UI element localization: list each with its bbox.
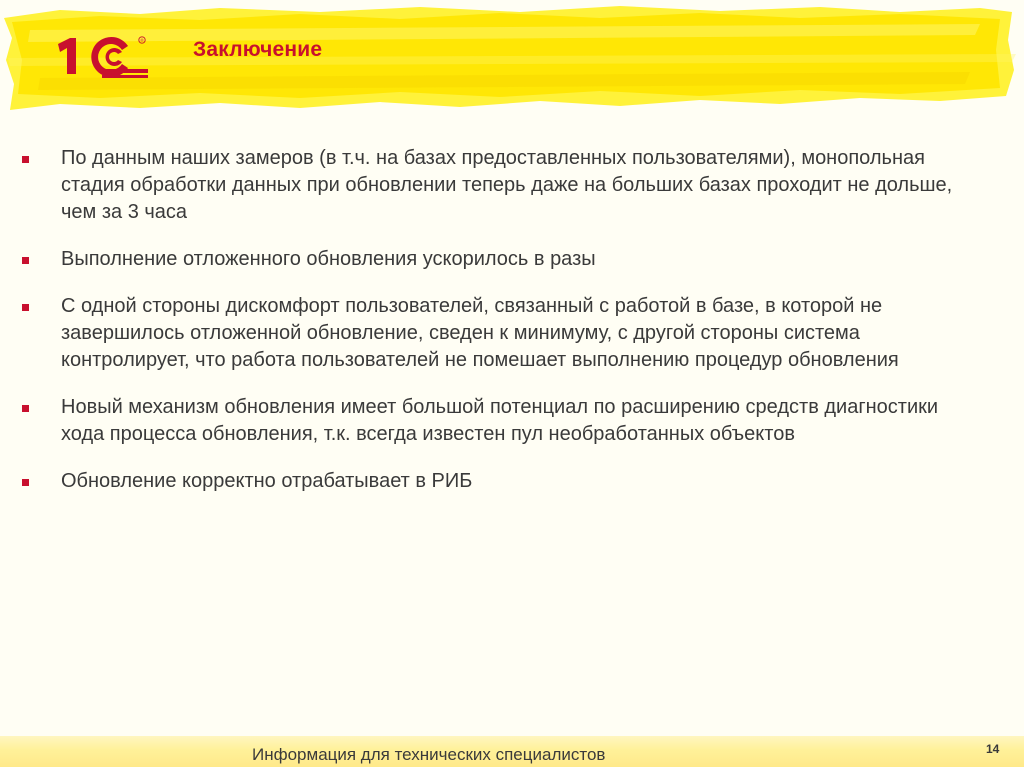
footer-text: Информация для технических специалистов bbox=[252, 745, 606, 764]
bullet-text: По данным наших замеров (в т.ч. на базах предоставленных пользователями), монопольная стадия обработки данных при обновлении теперь даже на больших базах проходит не дольше, чем за 3 часа bbox=[61, 147, 953, 223]
bullet-text: Обновление корректно отрабатывает в РИБ bbox=[61, 470, 473, 492]
bullet-item bbox=[22, 293, 982, 374]
bullet-item bbox=[22, 394, 982, 448]
header-brush-highlight bbox=[0, 0, 1024, 130]
square-bullet-icon bbox=[22, 405, 29, 412]
bullet-text: С одной стороны дискомфорт пользователей, связанный с работой в базе, в которой не завершилось отложенной обновление, сведен к минимуму, с другой стороны система контролирует, что работа пользователей не помешает выполнению процедур обновления bbox=[61, 295, 899, 371]
bullet-text: Выполнение отложенного обновления ускорилось в разы bbox=[61, 248, 596, 270]
bullet-item bbox=[22, 468, 982, 495]
bullet-text: Новый механизм обновления имеет большой потенциал по расширению средств диагностики хода процесса обновления, т.к. всегда известен пул необработанных объектов bbox=[61, 396, 939, 445]
square-bullet-icon bbox=[22, 156, 29, 163]
square-bullet-icon bbox=[22, 304, 29, 311]
bullet-list bbox=[22, 145, 982, 515]
registered-mark: ® bbox=[140, 37, 144, 43]
1c-logo bbox=[52, 34, 152, 80]
slide-title: Заключение bbox=[193, 38, 323, 61]
square-bullet-icon bbox=[22, 479, 29, 486]
bullet-item bbox=[22, 145, 982, 226]
page-number: 14 bbox=[986, 742, 1000, 756]
bullet-item bbox=[22, 246, 982, 273]
square-bullet-icon bbox=[22, 257, 29, 264]
